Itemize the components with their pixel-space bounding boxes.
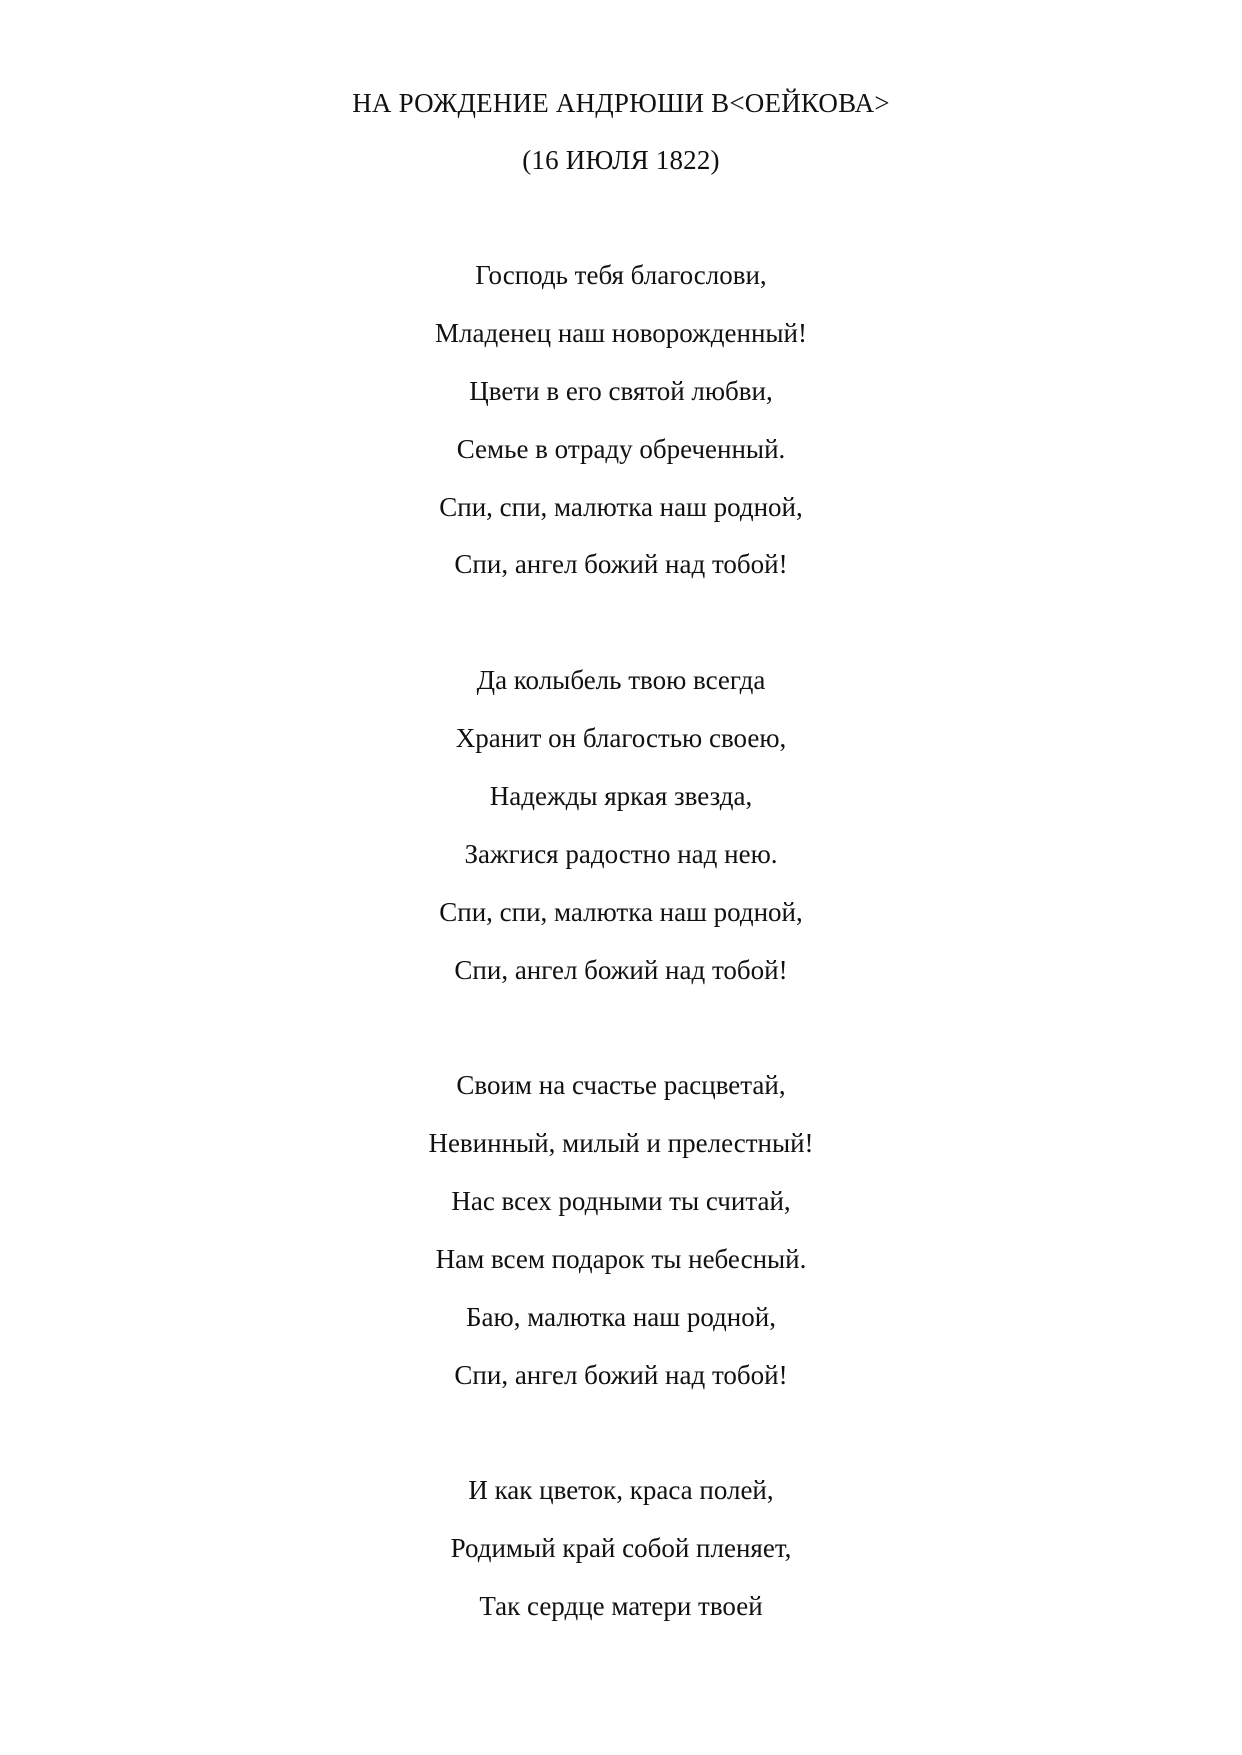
- poem-line: Хранит он благостью своею,: [455, 723, 787, 753]
- poem-line: Нам всем подарок ты небесный.: [435, 1244, 807, 1274]
- poem-line: Спи, ангел божий над тобой!: [454, 955, 788, 985]
- poem-line: Спи, спи, малютка наш родной,: [439, 897, 803, 927]
- poem-line: Баю, малютка наш родной,: [466, 1302, 776, 1332]
- poem-line: Невинный, милый и прелестный!: [428, 1128, 814, 1158]
- poem-line: Младенец наш новорожденный!: [435, 318, 807, 348]
- poem-line: Семье в отраду обреченный.: [456, 434, 786, 464]
- poem-line: И как цветок, краса полей,: [468, 1475, 774, 1505]
- poem-line: Родимый край собой пленяет,: [450, 1533, 792, 1563]
- poem-line: Нас всех родными ты считай,: [451, 1186, 791, 1216]
- poem-line: Так сердце матери твоей: [479, 1591, 763, 1621]
- poem-line: Господь тебя благослови,: [475, 260, 767, 290]
- poem-line: Спи, ангел божий над тобой!: [454, 1360, 788, 1390]
- poem-line: Спи, ангел божий над тобой!: [454, 549, 788, 579]
- poem-line: Цвети в его святой любви,: [469, 376, 773, 406]
- poem-line: Надежды яркая звезда,: [489, 781, 753, 811]
- poem-title: НА РОЖДЕНИЕ АНДРЮШИ В<ОЕЙКОВА>: [352, 88, 890, 118]
- poem-line: Да колыбель твою всегда: [476, 665, 766, 695]
- poem-line: Своим на счастье расцветай,: [456, 1070, 786, 1100]
- poem-date: (16 ИЮЛЯ 1822): [522, 145, 720, 175]
- poem-line: Зажгися радостно над нею.: [464, 839, 778, 869]
- poem-line: Спи, спи, малютка наш родной,: [439, 492, 803, 522]
